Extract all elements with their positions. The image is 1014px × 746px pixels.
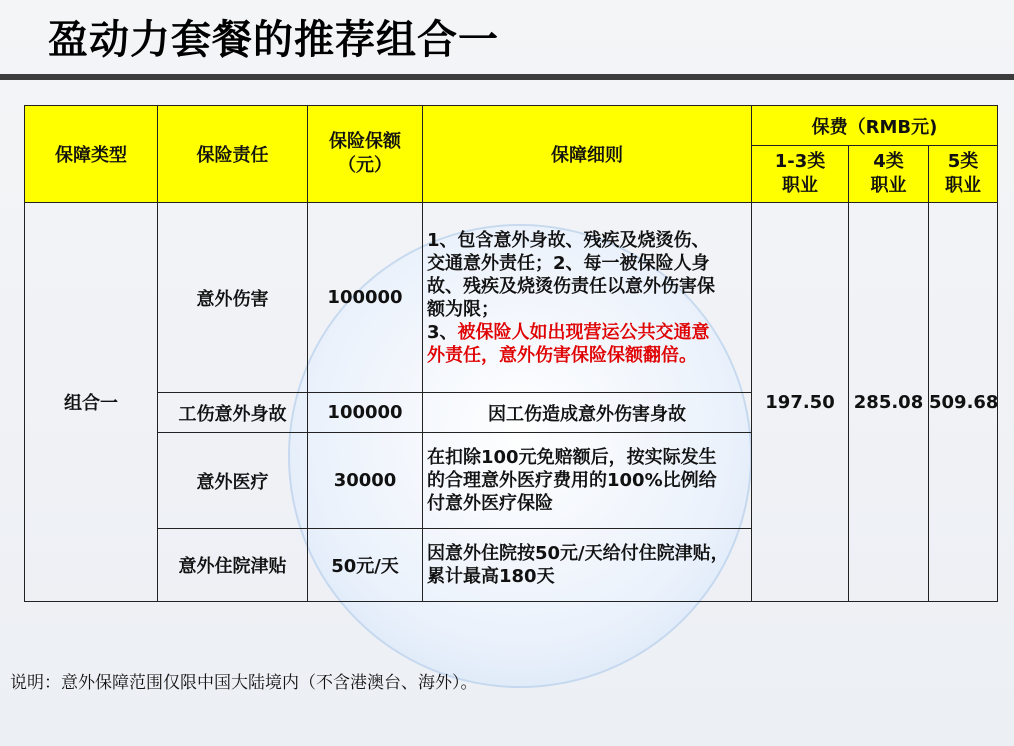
header-liability: 保险责任 (158, 106, 308, 203)
detail-line: 累计最高180天 (427, 566, 555, 587)
premium-occ-4: 285.08 (849, 203, 929, 602)
header-premium: 保费（RMB元) (752, 106, 998, 146)
detail-line: 在扣除100元免赔额后，按实际发生 (427, 447, 717, 468)
liability-cell: 工伤意外身故 (158, 393, 308, 433)
amount-cell: 100000 (308, 203, 423, 393)
premium-occ-1-3: 197.50 (752, 203, 849, 602)
detail-line: 的合理意外医疗费用的100%比例给 (427, 470, 717, 491)
detail-cell (423, 433, 752, 529)
liability-cell: 意外伤害 (158, 203, 308, 393)
detail-line: 1、包含意外身故、残疾及烧烫伤、 (427, 229, 710, 251)
header-details: 保障细则 (423, 106, 752, 203)
header-occ-1-3 (752, 146, 849, 203)
detail-line: 因意外住院按50元/天给付住院津贴， (427, 543, 729, 564)
liability-cell: 意外住院津贴 (158, 529, 308, 602)
title-divider (0, 74, 1014, 80)
amount-cell: 50元/天 (308, 529, 423, 602)
detail-line-red-1 (427, 321, 747, 344)
plan-table (24, 105, 998, 602)
detail-red-text: 被保险人如出现营运公共交通意 (457, 321, 710, 343)
detail-cell: 因工伤造成意外伤害身故 (423, 393, 752, 433)
header-amount (308, 106, 423, 203)
table-row (25, 203, 998, 393)
detail-line-red-2: 外责任，意外伤害保险保额翻倍。 (427, 344, 697, 366)
footnote: 说明：意外保障范围仅限中国大陆境内（不含港澳台、海外）。 (10, 673, 478, 693)
header-occ-5 (929, 146, 998, 203)
amount-cell: 100000 (308, 393, 423, 433)
detail-prefix: 3、 (427, 321, 458, 343)
header-type: 保障类型 (25, 106, 158, 203)
detail-line: 交通意外责任；2、每一被保险人身 (427, 252, 710, 274)
detail-line: 额为限； (427, 298, 499, 320)
group-cell: 组合一 (25, 203, 158, 602)
amount-cell: 30000 (308, 433, 423, 529)
page-title: 盈动力套餐的推荐组合一 (48, 17, 499, 63)
header-occ-4 (849, 146, 929, 203)
header-amount-label: 保险保额（元） (329, 131, 401, 176)
detail-cell (423, 529, 752, 602)
liability-cell: 意外医疗 (158, 433, 308, 529)
detail-cell (423, 203, 752, 393)
header-occ-1-3-label: 1-3类职业 (774, 151, 826, 196)
header-occ-4-label: 4类职业 (870, 151, 907, 196)
detail-line: 付意外医疗保险 (427, 493, 553, 514)
detail-line: 故、残疾及烧烫伤责任以意外伤害保 (427, 275, 715, 297)
premium-occ-5: 509.68 (929, 203, 998, 602)
header-occ-5-label: 5类职业 (945, 151, 981, 196)
